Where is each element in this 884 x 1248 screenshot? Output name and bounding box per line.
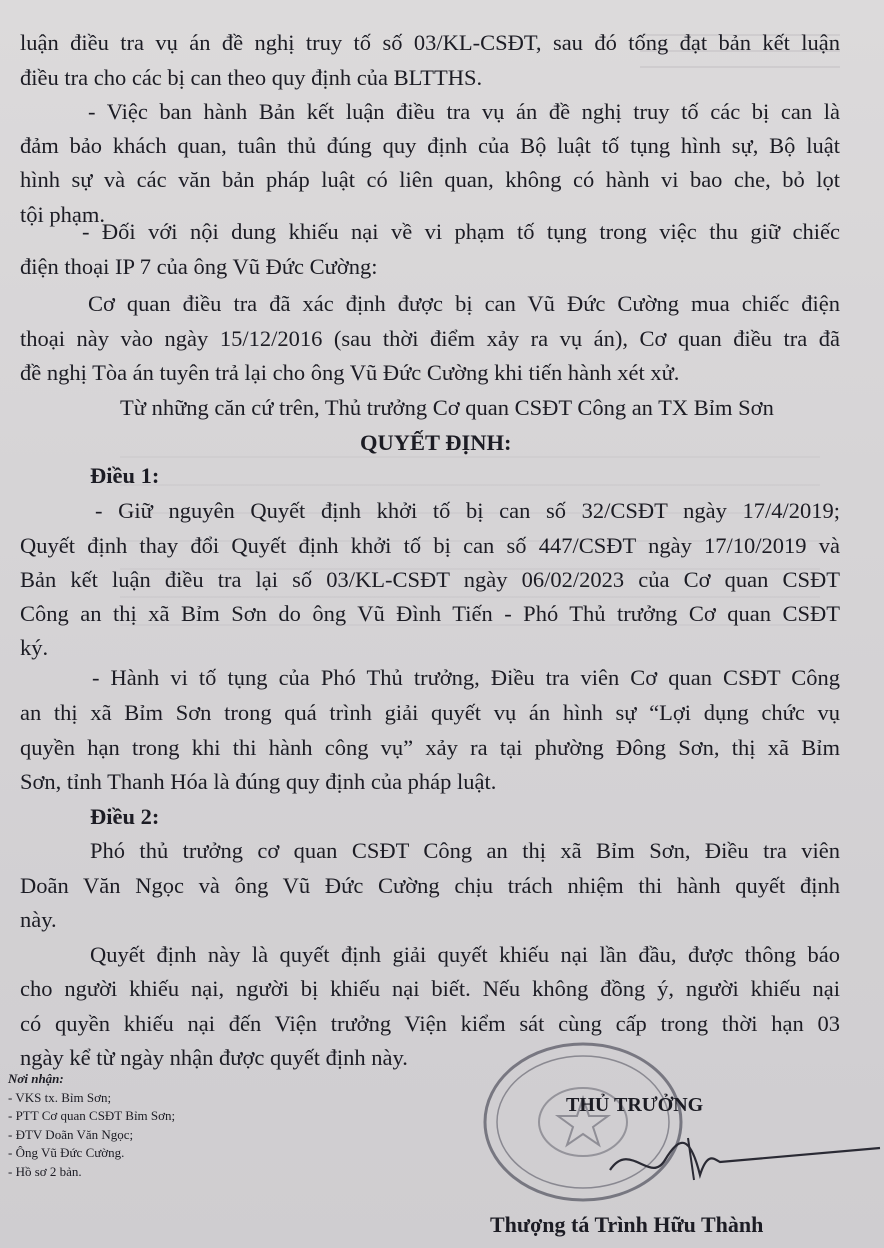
recipients-heading: Nơi nhận: xyxy=(8,1071,64,1086)
text-line: đề nghị Tòa án tuyên trả lại cho ông Vũ Đức Cường khi tiến hành xét xử. xyxy=(20,360,680,385)
text-line: này. xyxy=(20,907,57,932)
text-line: Cơ quan điều tra đã xác định được bị can Vũ Đức Cường mua chiếc điện xyxy=(88,291,840,316)
text-line: tội phạm. xyxy=(20,202,105,227)
text-line: hình sự và các văn bản pháp luật có liên quan, không có hành vi bao che, bỏ lọt xyxy=(20,167,840,192)
text-line: Doãn Văn Ngọc và ông Vũ Đức Cường chịu trách nhiệm thi hành quyết định xyxy=(20,873,840,898)
text-line: Sơn, tỉnh Thanh Hóa là đúng quy định của pháp luật. xyxy=(20,769,497,794)
text-line: Từ những căn cứ trên, Thủ trưởng Cơ quan CSĐT Công an TX Bỉm Sơn xyxy=(120,395,774,420)
text-line: Bản kết luận điều tra lại số 03/KL-CSĐT ngày 06/02/2023 của Cơ quan CSĐT xyxy=(20,567,840,592)
recipient-item: - Ông Vũ Đức Cường. xyxy=(8,1145,125,1160)
text-line: luận điều tra vụ án đề nghị truy tố số 03/KL-CSĐT, sau đó tống đạt bản kết luận xyxy=(20,30,840,55)
text-line: ký. xyxy=(20,635,49,660)
handwritten-signature-icon xyxy=(590,1130,884,1190)
article-heading: Điều 2: xyxy=(90,804,160,829)
text-line: cho người khiếu nại, người bị khiếu nại biết. Nếu không đồng ý, người khiếu nại xyxy=(20,976,840,1001)
recipient-item: - PTT Cơ quan CSĐT Bỉm Sơn; xyxy=(8,1108,176,1123)
text-line: an thị xã Bỉm Sơn trong quá trình giải quyết vụ án hình sự “Lợi dụng chức vụ xyxy=(20,700,840,725)
recipients-block xyxy=(8,1070,175,1181)
text-line: quyền hạn trong khi thi hành công vụ” xảy ra tại phường Đông Sơn, thị xã Bỉm xyxy=(20,735,840,760)
text-line: thoại này vào ngày 15/12/2016 (sau thời điểm xảy ra vụ án), Cơ quan điều tra đã xyxy=(20,326,840,351)
text-line: Quyết định này là quyết định giải quyết khiếu nại lần đầu, được thông báo xyxy=(90,942,840,967)
signatory-title: THỦ TRƯỞNG xyxy=(566,1094,704,1116)
text-line: đảm bảo khách quan, tuân thủ đúng quy định của Bộ luật tố tụng hình sự, Bộ luật xyxy=(20,133,840,158)
text-line: ngày kể từ ngày nhận được quyết định này. xyxy=(20,1045,408,1070)
text-line: - Việc ban hành Bản kết luận điều tra vụ án đề nghị truy tố các bị can là xyxy=(88,99,840,124)
recipient-item: - VKS tx. Bỉm Sơn; xyxy=(8,1089,112,1105)
text-line: điều tra cho các bị can theo quy định của BLTTHS. xyxy=(20,65,483,90)
article-heading: Điều 1: xyxy=(90,463,160,488)
recipient-item: - Hồ sơ 2 bản. xyxy=(8,1163,82,1179)
text-line: có quyền khiếu nại đến Viện trưởng Viện kiểm sát cùng cấp trong thời hạn 03 xyxy=(20,1011,840,1036)
text-line: Phó thủ trưởng cơ quan CSĐT Công an thị xã Bỉm Sơn, Điều tra viên xyxy=(90,838,840,863)
text-line: - Hành vi tố tụng của Phó Thủ trưởng, Điều tra viên Cơ quan CSĐT Công xyxy=(92,665,840,690)
text-line: Quyết định thay đổi Quyết định khởi tố bị can số 447/CSĐT ngày 17/10/2019 và xyxy=(20,533,840,558)
text-line: - Đối với nội dung khiếu nại về vi phạm tố tụng trong việc thu giữ chiếc xyxy=(82,219,840,244)
recipient-item: - ĐTV Doãn Văn Ngọc; xyxy=(8,1126,134,1142)
text-line: - Giữ nguyên Quyết định khởi tố bị can số 32/CSĐT ngày 17/4/2019; xyxy=(95,498,840,523)
section-heading: QUYẾT ĐỊNH: xyxy=(360,430,512,455)
text-line: Công an thị xã Bỉm Sơn do ông Vũ Đình Tiến - Phó Thủ trưởng Cơ quan CSĐT xyxy=(20,601,840,626)
text-line: điện thoại IP 7 của ông Vũ Đức Cường: xyxy=(20,254,378,279)
bleed-through-texture xyxy=(120,430,820,630)
signatory-name: Thượng tá Trình Hữu Thành xyxy=(490,1212,764,1237)
